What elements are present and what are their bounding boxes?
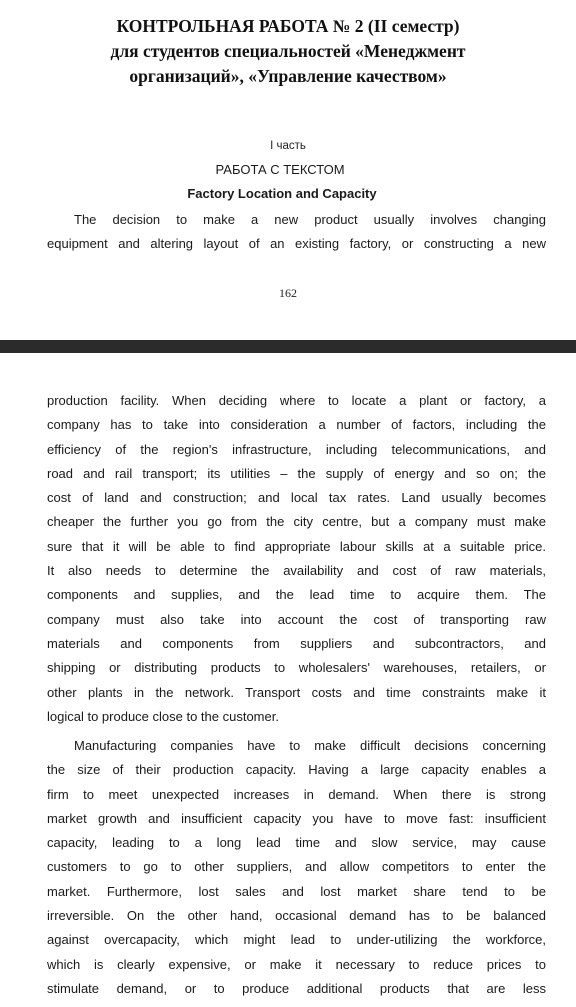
text-line: materials and components from suppliers and subcontractors, and [47, 635, 546, 651]
text-line: other plants in the network. Transport costs and time constraints make it [47, 684, 546, 700]
part-label: I часть [270, 140, 306, 152]
header-line: организаций», «Управление качеством» [129, 66, 447, 86]
text-line: firm to meet unexpected increases in demand. When there is strong [47, 786, 546, 802]
text-line: components and supplies, and the lead time to acquire them. The [47, 587, 546, 603]
text-line: equipment and altering layout of an existing factory, or constructing a new [47, 236, 546, 252]
text-line: It also needs to determine the availability and cost of raw materials, [47, 563, 546, 579]
text-line: shipping or distributing products to wholesalers' warehouses, retailers, or [47, 660, 546, 676]
text-line: which is clearly expensive, or make it necessary to reduce prices to [47, 956, 546, 972]
text-line: Manufacturing companies have to make difficult decisions concerning [74, 738, 546, 753]
paragraph-intro [47, 208, 546, 257]
page-separator [0, 340, 576, 353]
text-line: efficiency of the region's infrastructure, including telecommunications, and [47, 441, 546, 457]
text-line: company has to take into consideration a number of factors, including the [47, 417, 546, 433]
header-line: КОНТРОЛЬНАЯ РАБОТА № 2 (II семестр) [116, 16, 460, 36]
header-line: для студентов специальностей «Менеджмент [110, 41, 466, 61]
text-line: irreversible. On the other hand, occasional demand has to be balanced [47, 908, 546, 924]
text-line: capacity, leading to a long lead time and slow service, may cause [47, 835, 546, 851]
paragraph-capacity [47, 734, 546, 1001]
article-title: Factory Location and Capacity [187, 186, 377, 201]
text-line: production facility. When deciding where to locate a plant or factory, a [47, 393, 546, 408]
text-line: cost of land and construction; and local tax rates. Land usually becomes [47, 490, 546, 506]
document-header [0, 14, 576, 89]
text-line: cheaper the further you go from the city centre, but a company must make [47, 514, 546, 530]
page-top [0, 0, 576, 340]
section-title: РАБОТА С ТЕКСТОМ [215, 162, 345, 177]
text-line: the size of their production capacity. Having a large capacity enables a [47, 762, 546, 778]
text-line: company must also take into account the cost of transporting raw [47, 611, 546, 627]
text-line: road and rail transport; its utilities – the supply of energy and so on; the [47, 465, 546, 481]
text-line: The decision to make a new product usually involves changing [74, 212, 546, 227]
text-line: sure that it will be able to find appropriate labour skills at a suitable price. [47, 538, 546, 554]
text-line: against overcapacity, which might lead to under-utilizing the workforce, [47, 932, 546, 948]
text-line: customers to go to other suppliers, and allow competitors to enter the [47, 859, 546, 875]
text-line: market growth and insufficient capacity you have to move fast: insufficient [47, 810, 546, 826]
text-line: stimulate demand, or to produce additional products that are less [47, 980, 546, 996]
paragraph-location [47, 389, 546, 729]
page-number: 162 [279, 286, 297, 300]
text-line: market. Furthermore, lost sales and lost market share tend to be [47, 883, 546, 899]
text-line: logical to produce close to the customer. [47, 708, 279, 724]
